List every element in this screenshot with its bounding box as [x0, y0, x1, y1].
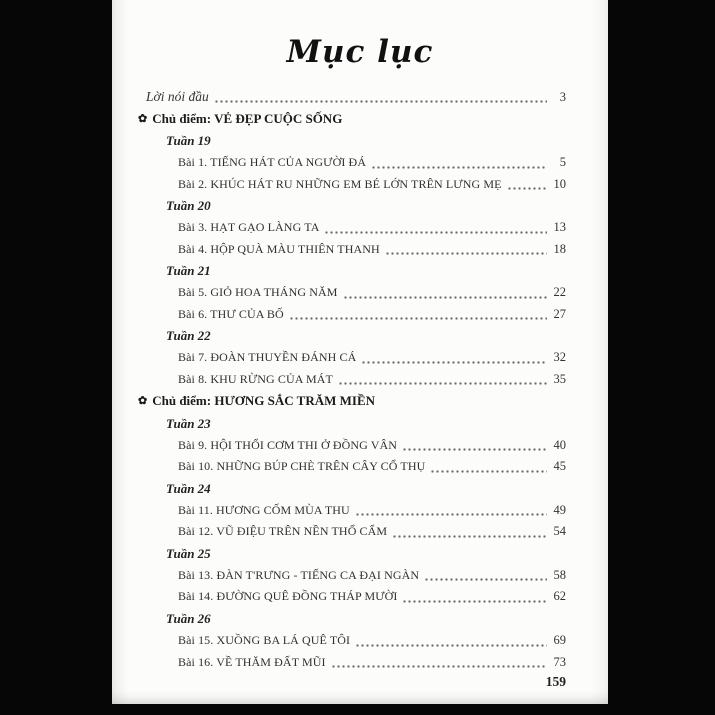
toc-entry-page: 27 — [553, 306, 566, 321]
dot-leader — [424, 565, 547, 587]
toc-entry-label: Bài 11. HƯƠNG CỐM MÙA THU — [178, 502, 350, 517]
toc-entry-label: Bài 7. ĐOÀN THUYỀN ĐÁNH CÁ — [178, 350, 357, 365]
dot-leader — [371, 152, 547, 174]
book-page — [112, 0, 608, 704]
toc-entry-label: Bài 13. ĐÀN T'RƯNG - TIẾNG CA ĐẠI NGÀN — [178, 567, 420, 582]
toc-entry-label: Bài 6. THƯ CỦA BỐ — [178, 306, 284, 321]
toc-entry — [112, 630, 566, 652]
toc-entry-page: 45 — [553, 459, 566, 474]
week-heading: Tuần 22 — [166, 328, 211, 344]
week-heading: Tuần 19 — [166, 133, 211, 149]
section-title: Chủ điểm: VẺ ĐẸP CUỘC SỐNG — [152, 110, 343, 126]
toc-entry-page: 10 — [553, 176, 566, 191]
toc-entry — [112, 586, 566, 608]
section-heading — [112, 390, 566, 413]
dot-leader — [331, 652, 547, 674]
toc-entry-page: 73 — [553, 654, 566, 669]
toc-entry — [112, 239, 566, 261]
week-heading: Tuần 26 — [166, 611, 211, 627]
dot-leader — [385, 239, 547, 261]
toc-entry-label: Bài 15. XUỒNG BA LÁ QUÊ TÔI — [178, 632, 351, 647]
toc-entry-label: Bài 3. HẠT GẠO LÀNG TA — [178, 219, 320, 234]
flower-icon: ✿ — [138, 112, 148, 125]
toc-entry-intro — [112, 86, 566, 108]
dot-leader — [355, 500, 547, 522]
week-heading: Tuần 20 — [166, 198, 211, 214]
folio-page-number: 159 — [545, 674, 566, 689]
toc-entry — [112, 347, 566, 369]
toc-sections — [112, 108, 566, 674]
toc-entry — [112, 652, 566, 674]
toc-entry-label: Bài 14. ĐƯỜNG QUÊ ĐỒNG THÁP MƯỜI — [178, 589, 398, 604]
week-heading: Tuần 25 — [166, 546, 211, 562]
toc-entry-label: Bài 16. VỀ THĂM ĐẤT MŨI — [178, 654, 326, 669]
toc-entry — [112, 369, 566, 391]
toc-entry — [112, 521, 566, 543]
flower-icon: ✿ — [138, 395, 148, 408]
toc-entry — [112, 217, 566, 239]
toc-entry-page: 3 — [559, 90, 566, 104]
toc-entry-label: Lời nói đầu — [146, 89, 209, 104]
toc-entry-label: Bài 9. HỘI THỔI CƠM THI Ở ĐỒNG VÂN — [178, 437, 398, 452]
dot-leader — [355, 630, 547, 652]
toc-entry-page: 5 — [559, 154, 566, 169]
dot-leader — [343, 282, 547, 304]
dot-leader — [402, 586, 547, 608]
week-heading: Tuần 24 — [166, 481, 211, 496]
toc-entry-page: 54 — [553, 524, 566, 539]
toc-entry-label: Bài 12. VŨ ĐIỆU TRÊN NỀN THỔ CẨM — [178, 524, 388, 539]
dot-leader — [430, 456, 547, 478]
toc-entry — [112, 282, 566, 304]
toc-entry-page: 32 — [553, 350, 566, 365]
toc-entry-page: 35 — [553, 371, 566, 386]
toc-entry-label: Bài 4. HỘP QUÀ MÀU THIÊN THANH — [178, 241, 380, 256]
toc-entry-page: 62 — [553, 589, 566, 604]
dot-leader — [214, 86, 547, 108]
section-heading — [112, 108, 566, 131]
week-heading: Tuần 23 — [166, 415, 211, 431]
toc-entry — [112, 174, 566, 196]
dot-leader — [507, 174, 547, 196]
toc-entry-label: Bài 2. KHÚC HÁT RU NHỮNG EM BÉ LỚN TRÊN LƯNG MẸ — [178, 176, 502, 191]
toc-entry-label: Bài 5. GIỎ HOA THÁNG NĂM — [178, 285, 338, 299]
toc-entry — [112, 565, 566, 587]
toc-entry — [112, 500, 566, 522]
section-title: Chủ điểm: HƯƠNG SẮC TRĂM MIỀN — [152, 393, 376, 409]
toc-entry-label: Bài 10. NHỮNG BÚP CHÈ TRÊN CÂY CỔ THỤ — [178, 459, 426, 474]
dot-leader — [289, 304, 547, 326]
dot-leader — [338, 369, 547, 391]
page-title: Mục lục — [286, 34, 434, 70]
dot-leader — [324, 217, 547, 239]
toc-entry-page: 58 — [553, 567, 566, 582]
toc-entry-page: 18 — [553, 241, 566, 256]
table-of-contents — [112, 86, 608, 673]
toc-entry-label: Bài 8. KHU RỪNG CỦA MÁT — [178, 371, 333, 386]
toc-entry-page: 13 — [553, 219, 566, 234]
dot-leader — [361, 347, 547, 369]
dot-leader — [392, 521, 547, 543]
toc-entry-page: 22 — [553, 285, 566, 299]
toc-entry — [112, 152, 566, 174]
toc-entry — [112, 304, 566, 326]
toc-entry-page: 69 — [553, 632, 566, 647]
toc-entry-page: 49 — [553, 502, 566, 517]
toc-entry-page: 40 — [553, 437, 566, 452]
week-heading: Tuần 21 — [166, 263, 211, 279]
dot-leader — [402, 435, 547, 457]
toc-entry — [112, 456, 566, 478]
toc-entry-label: Bài 1. TIẾNG HÁT CỦA NGƯỜI ĐÁ — [178, 154, 367, 169]
toc-entry — [112, 435, 566, 457]
